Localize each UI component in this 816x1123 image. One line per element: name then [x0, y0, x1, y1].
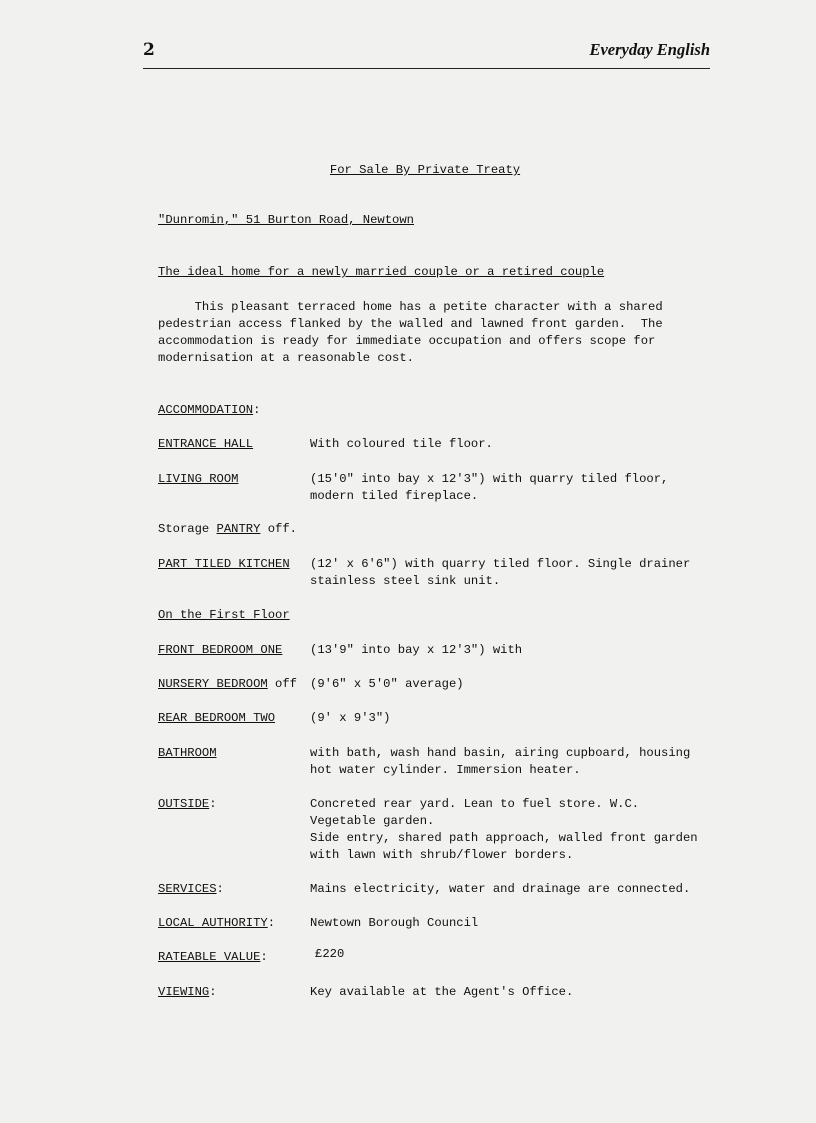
local-authority-label: LOCAL AUTHORITY [158, 916, 268, 930]
intro-line: accommodation is ready for immediate occupation and offers scope for [158, 334, 656, 348]
living-room-value: (15'0" into bay x 12'3") with quarry tiled floor, modern tiled fireplace. [310, 472, 669, 503]
first-floor-heading: On the First Floor [158, 608, 290, 622]
local-authority-value: Newtown Borough Council [310, 916, 479, 930]
accommodation-heading: ACCOMMODATION: [158, 403, 261, 417]
front-bedroom-label: FRONT BEDROOM ONE [158, 643, 283, 657]
intro-line: modernisation at a reasonable cost. [158, 351, 414, 365]
intro-line: pedestrian access flanked by the walled and lawned front garden. The [158, 317, 663, 331]
rear-bedroom-label: REAR BEDROOM TWO [158, 711, 276, 725]
living-room-label: LIVING ROOM [158, 472, 239, 486]
rateable-value-value: £220 [315, 947, 345, 961]
front-bedroom-value: (13'9" into bay x 12'3") with [310, 643, 523, 657]
nursery-label: NURSERY BEDROOM [158, 677, 268, 691]
document-title: For Sale By Private Treaty [329, 163, 521, 177]
services-value: Mains electricity, water and drainage are connected. [310, 882, 691, 896]
services-label: SERVICES [158, 882, 217, 896]
running-title: Everyday English [589, 40, 710, 59]
viewing-label: VIEWING [158, 985, 210, 999]
property-address: "Dunromin," 51 Burton Road, Newtown [158, 213, 414, 227]
bathroom-value: with bath, wash hand basin, airing cupboard, housing hot water cylinder. Immersion heater. [310, 746, 691, 777]
page-header [143, 40, 710, 70]
pantry-label: PANTRY [216, 522, 261, 536]
viewing-value: Key available at the Agent's Office. [310, 985, 574, 999]
kitchen-value: (12' x 6'6") with quarry tiled floor. Single drainer stainless steel sink unit. [310, 557, 691, 588]
entrance-hall-label: ENTRANCE HALL [158, 437, 254, 451]
outside-label: OUTSIDE [158, 797, 210, 811]
intro-line: This pleasant terraced home has a petite character with a shared [158, 300, 663, 314]
pantry-row: Storage PANTRY off. [158, 522, 297, 536]
bathroom-label: BATHROOM [158, 746, 217, 760]
nursery-value: (9'6" x 5'0" average) [310, 677, 464, 691]
tagline: The ideal home for a newly married couple or a retired couple [158, 265, 605, 279]
entrance-hall-value: With coloured tile floor. [310, 437, 493, 451]
page-number: 2 [143, 40, 155, 60]
rateable-value-label: RATEABLE VALUE [158, 950, 261, 964]
rear-bedroom-value: (9' x 9'3") [310, 711, 391, 725]
kitchen-label: PART TILED KITCHEN [158, 557, 290, 571]
header-rule [143, 68, 710, 69]
outside-value: Concreted rear yard. Lean to fuel store. W.C. Vegetable garden. Side entry, shared path approach, walled front garden with lawn with shrub/flower borders. [310, 797, 698, 862]
